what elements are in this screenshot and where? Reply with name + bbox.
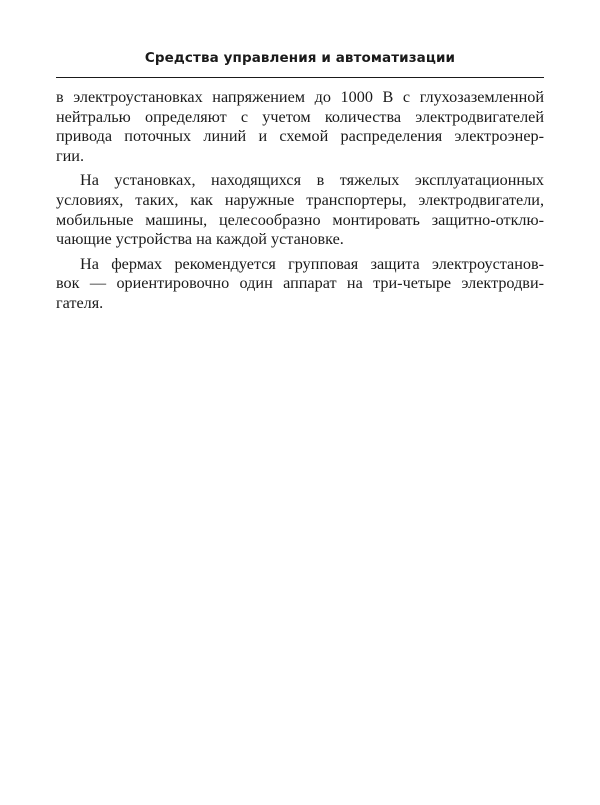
text-line: На фермах рекомендуется групповая защита электроустанов- bbox=[80, 254, 544, 273]
paragraph-3 bbox=[56, 255, 544, 314]
text-line: вок — ориентировочно один аппарат на три-четыре электродви- bbox=[56, 274, 544, 293]
paragraph-2 bbox=[56, 171, 544, 249]
text-line: условиях, таких, как наружные транспортеры, электродвигатели, bbox=[56, 190, 544, 209]
text-line: гателя. bbox=[56, 293, 104, 312]
text-line: гии. bbox=[56, 146, 85, 165]
text-line: мобильные машины, целесообразно монтировать защитно-отклю- bbox=[56, 210, 544, 229]
text-line: На установках, находящихся в тяжелых эксплуатационных bbox=[80, 171, 544, 190]
running-header: Средства управления и автоматизации bbox=[144, 50, 456, 66]
header-rule bbox=[56, 77, 544, 78]
text-line: нейтралью определяют с учетом количества электродвигателей bbox=[56, 107, 544, 126]
text-line: чающие устройства на каждой установке. bbox=[56, 230, 344, 249]
paragraph-1 bbox=[56, 88, 544, 166]
text-line: привода поточных линий и схемой распределения электроэнер- bbox=[56, 127, 544, 146]
body-text bbox=[56, 88, 544, 319]
text-line: в электроустановках напряжением до 1000 В с глухозаземленной bbox=[56, 88, 544, 106]
